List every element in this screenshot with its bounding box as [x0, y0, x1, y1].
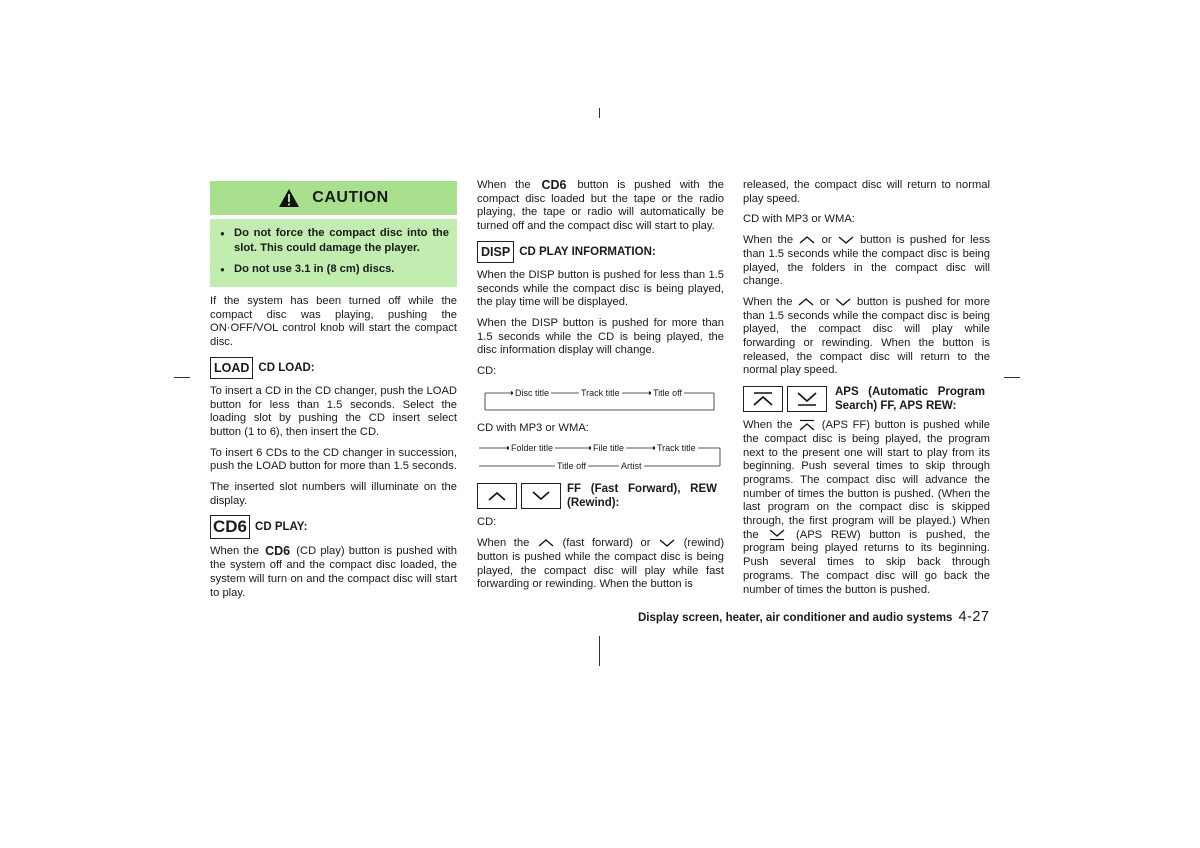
- flow-label: Disc title: [513, 387, 551, 401]
- column-3: [743, 179, 990, 604]
- cd-label: CD:: [477, 516, 497, 529]
- ff-rew-heading: [477, 482, 724, 510]
- column-1: [210, 181, 457, 607]
- chevron-up-icon: [537, 538, 555, 548]
- flow-label: Title off: [651, 387, 684, 401]
- aps-heading: [743, 385, 990, 413]
- crop-mark-left: [174, 377, 190, 378]
- cd-display-flow: [477, 386, 724, 412]
- flow-label: Artist: [619, 460, 644, 474]
- aps-rew-icon: [796, 391, 818, 407]
- forward-paragraph: When the or button is pushed for more than 1.5 seconds while the compact disc is being played, the compact disc will play while forwarding or rewinding. When the button is released, the compact disc will return to the normal play speed.: [743, 295, 991, 377]
- crop-mark-bottom: [599, 636, 600, 666]
- aps-rew-button-icon: [787, 386, 827, 412]
- flow-label: File title: [591, 442, 626, 456]
- flow-label: Folder title: [509, 442, 555, 456]
- cd6-key-icon: CD6: [210, 515, 250, 539]
- aps-rew-icon: [767, 529, 787, 541]
- cd-play-heading: [210, 515, 457, 539]
- load-paragraph: To insert a CD in the CD changer, push the LOAD button for less than 1.5 seconds. Select the loading slot by pushing the CD insert select button (1 to 6), then insert the CD.: [210, 384, 457, 438]
- folder-paragraph: When the or button is pushed for less than 1.5 seconds while the compact disc is being played, the folders in the compact disc will change.: [743, 234, 991, 288]
- chevron-up-icon: [798, 235, 816, 245]
- disp-title: CD PLAY INFORMATION:: [519, 245, 656, 258]
- chevron-down-icon: [834, 297, 852, 307]
- aps-paragraph: When the (APS FF) button is pushed while the compact disc is being played, the program next to the present one will start to play from its beginning. Push several times to skip through programs. The compact disc will advance the number of times the button is pushed. (When the last program on the compact disc is skipped through, the first program will be played.) When the (APS REW) button is pushed, the program being played returns to its beginning. Push several times to skip back through programs. The compact disc will go back the number of times the button is pushed.: [743, 419, 991, 596]
- flow-label: Title off: [555, 460, 588, 474]
- disp-heading: [477, 241, 724, 263]
- section-title: Display screen, heater, air conditioner and audio systems: [638, 612, 953, 624]
- chevron-up-icon: [487, 490, 507, 502]
- page-footer: [638, 609, 989, 625]
- caution-title: CAUTION: [312, 189, 389, 207]
- ff-rew-title: FF (Fast Forward), REW (Rewind):: [567, 483, 717, 510]
- page-number: 4-27: [958, 609, 990, 625]
- ff-button-icon: [477, 483, 517, 509]
- cd-label: CD:: [477, 365, 497, 378]
- cd-load-title: CD LOAD:: [258, 361, 315, 374]
- mp3-label: CD with MP3 or WMA:: [477, 421, 589, 434]
- aps-ff-icon: [797, 419, 817, 431]
- load-paragraph: To insert 6 CDs to the CD changer in succession, push the LOAD button for more than 1.5 seconds.: [210, 446, 457, 473]
- disp-key-icon: DISP: [477, 241, 514, 263]
- load-key-icon: LOAD: [210, 357, 253, 379]
- mp3-display-flow: [477, 442, 724, 472]
- cd6-paragraph: When the CD6 button is pushed with the compact disc loaded but the tape or the radio playing, the tape or radio will automatically be turned off and the compact disc will start to play.: [477, 178, 725, 233]
- aps-ff-button-icon: [743, 386, 783, 412]
- chevron-down-icon: [658, 538, 676, 548]
- cd-load-heading: [210, 357, 457, 379]
- column-2: [477, 179, 724, 599]
- caution-item: ● Do not use 3.1 in (8 cm) discs.: [218, 262, 449, 277]
- ff-paragraph: When the (fast forward) or (rewind) button is pushed while the compact disc is being played, the compact disc will play while fast forwarding or rewinding. When the button is: [477, 537, 725, 591]
- caution-body: [210, 219, 457, 287]
- flow-label: Track title: [655, 442, 698, 456]
- chevron-up-icon: [797, 297, 815, 307]
- disp-paragraph: When the DISP button is pushed for less than 1.5 seconds while the compact disc is being played, the play time will be displayed.: [477, 268, 724, 309]
- cd6-inline-icon: CD6: [541, 178, 567, 192]
- cd6-inline-icon: CD6: [265, 544, 291, 559]
- crop-mark-right: [1004, 377, 1020, 378]
- intro-paragraph: If the system has been turned off while the compact disc was playing, pushing the ON·OFF/VOL control knob will start the compact disc.: [210, 295, 457, 349]
- chevron-down-icon: [531, 490, 551, 502]
- chevron-down-icon: [837, 235, 855, 245]
- caution-item: ● Do not force the compact disc into the slot. This could damage the player.: [218, 226, 449, 256]
- mp3-label: CD with MP3 or WMA:: [743, 213, 855, 226]
- caution-header: [210, 181, 457, 215]
- release-paragraph: released, the compact disc will return to normal play speed.: [743, 179, 990, 205]
- disp-paragraph: When the DISP button is pushed for more than 1.5 seconds while the CD is being played, the disc information display will change.: [477, 316, 724, 357]
- warning-icon: [278, 188, 300, 208]
- play-paragraph: When the CD6 (CD play) button is pushed with the system off and the compact disc loaded, the system will turn on and the compact disc will start to play.: [210, 544, 458, 599]
- aps-title: APS (Automatic Program Search) FF, APS REW:: [835, 386, 985, 413]
- crop-mark-top: [599, 108, 600, 118]
- flow-label: Track title: [579, 387, 622, 401]
- rew-button-icon: [521, 483, 561, 509]
- aps-ff-icon: [752, 391, 774, 407]
- cd-play-title: CD PLAY:: [255, 521, 308, 534]
- load-paragraph: The inserted slot numbers will illuminate on the display.: [210, 481, 457, 507]
